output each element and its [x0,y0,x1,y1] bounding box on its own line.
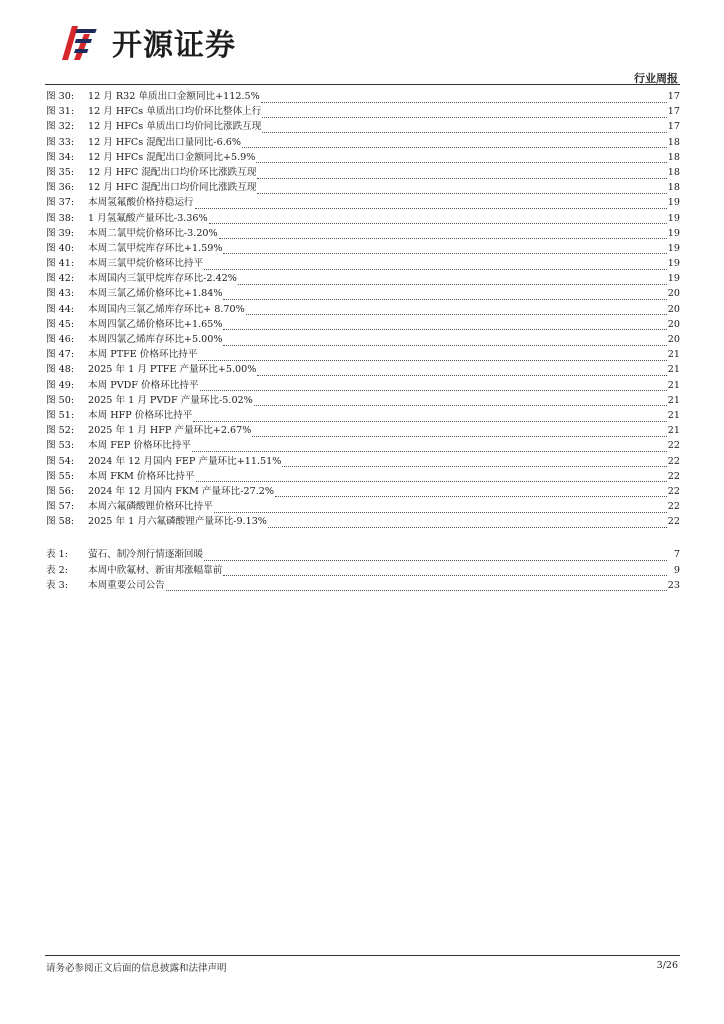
document-type-label: 行业周报 [634,72,678,85]
toc-figure-entry-title: 本周国内三氯乙烯库存环比+ 8.70% [88,303,245,315]
toc-figure-entry-title: 本周二氯甲烷价格环比-3.20% [88,227,218,239]
toc-figure-entry-leader-dots [257,366,666,376]
toc-figure-entry-number: 图 58: [46,516,75,528]
toc-figure-entry-title: 12 月 HFC 混配出口均价环比涨跌互现 [88,166,257,178]
toc-figure-entry-number: 图 47: [46,349,75,361]
toc-figure-entry-number: 图 33: [46,136,75,148]
toc-figure-entry[interactable] [46,241,680,256]
toc-figure-entry-title: 12 月 HFCs 混配出口量同比-6.6% [88,136,242,148]
toc-figure-entry-title: 本周二氯甲烷库存环比+1.59% [88,242,223,254]
toc-figure-entry-number: 图 53: [46,440,75,452]
toc-figure-entry-leader-dots [257,184,666,194]
toc-figure-entry-title: 2024 年 12 月国内 FKM 产量环比-27.2% [88,485,274,497]
toc-table-entry[interactable] [46,563,680,578]
toc-figure-entry-page: 19 [667,227,680,239]
toc-figure-entry-number: 图 46: [46,334,75,345]
toc-figure-entry[interactable] [46,484,680,499]
toc-table-entry-leader-dots [204,551,667,561]
toc-figure-entry-page: 21 [667,379,680,391]
toc-figure-entry-number: 图 41: [46,258,75,270]
toc-figure-entry-page: 19 [667,258,680,270]
toc-figure-entry[interactable] [46,256,680,271]
toc-figure-entry-title: 本周三氯甲烷价格环比持平 [88,258,204,270]
toc-figure-entry-page: 21 [667,349,680,361]
toc-figure-entry[interactable] [46,286,680,301]
toc-table-entry-title: 本周中欣氟材、新宙邦涨幅靠前 [88,564,223,576]
toc-figure-entry[interactable] [46,408,680,423]
toc-table-entry-page: 9 [673,564,680,576]
toc-figure-entry-number: 图 31: [46,106,75,118]
toc-figure-entry[interactable] [46,393,680,408]
toc-figure-entry[interactable] [46,226,680,241]
toc-figure-entry[interactable] [46,119,680,134]
toc-figure-entry-leader-dots [192,442,667,452]
toc-figure-entry-leader-dots [238,275,667,285]
toc-table-entry-number: 表 2: [46,564,68,576]
toc-figure-entry[interactable] [46,317,680,332]
toc-figure-entry-page: 19 [667,212,680,224]
toc-figure-entry-page: 21 [667,394,680,406]
toc-figure-entry-number: 图 48: [46,364,75,376]
toc-figure-entry-page: 18 [667,166,680,178]
toc-figure-entry-page: 17 [667,121,680,133]
toc-figure-entry-leader-dots [242,138,667,148]
toc-figure-entry[interactable] [46,332,680,347]
toc-figure-entry-page: 19 [667,197,680,209]
toc-figure-entry[interactable] [46,469,680,484]
toc-figure-entry-page: 21 [667,425,680,437]
toc-figure-entry-title: 2025 年 1 月 PTFE 产量环比+5.00% [88,364,257,376]
toc-figure-entry-leader-dots [262,108,666,118]
toc-table-entry[interactable] [46,547,680,562]
toc-table-entry-leader-dots [223,566,667,576]
toc-figure-entry-number: 图 36: [46,182,75,194]
toc-figure-entry-leader-dots [198,351,666,361]
toc-figure-entry-leader-dots [246,305,667,315]
header-divider [45,84,680,85]
footer-disclaimer: 请务必参阅正文后面的信息披露和法律声明 [46,963,227,974]
toc-figure-entry-page: 22 [667,470,680,482]
toc-table-entry[interactable] [46,578,680,593]
toc-figure-entry-title: 本周氢氟酸价格持稳运行 [88,197,194,209]
toc-figure-entry-page: 19 [667,242,680,254]
toc-figure-entry-leader-dots [209,214,667,224]
toc-figure-entry-number: 图 39: [46,227,75,239]
toc-figure-entry[interactable] [46,378,680,393]
toc-figure-entry-page: 18 [667,151,680,163]
toc-figure-entry[interactable] [46,362,680,377]
toc-figure-entry-title: 本周 PVDF 价格环比持平 [88,379,199,391]
toc-table-entry-page: 7 [673,549,680,561]
toc-figure-entry-title: 12 月 HFCs 单质出口均价环比整体上行 [88,106,262,118]
toc-figure-entry[interactable] [46,104,680,119]
toc-figure-entry-leader-dots [282,457,666,467]
toc-figure-entry-title: 本周四氯乙烯库存环比+5.00% [88,334,223,345]
toc-figure-entry-title: 本周 PTFE 价格环比持平 [88,349,198,361]
toc-figure-entry[interactable] [46,211,680,226]
toc-figure-entry-leader-dots [223,244,666,254]
toc-figure-entry-number: 图 55: [46,470,75,482]
toc-figure-entry[interactable] [46,514,680,529]
toc-figure-entry-leader-dots [262,123,666,133]
toc-table-entry-number: 表 3: [46,579,68,591]
toc-figure-entry-page: 20 [667,334,680,345]
toc-figure-entry-page: 20 [667,318,680,330]
toc-figure-entry[interactable] [46,438,680,453]
toc-figure-entry-number: 图 37: [46,197,75,209]
toc-table-entry-title: 萤石、制冷剂行情逐渐回暖 [88,549,204,561]
footer-divider [45,955,680,956]
toc-figure-entry-leader-dots [204,260,667,270]
toc-figure-entry-number: 图 34: [46,151,75,163]
toc-figure-entry-title: 本周三氯乙烯价格环比+1.84% [88,288,223,300]
toc-figure-entry-leader-dots [254,396,667,406]
toc-figure-entry-page: 21 [667,409,680,421]
toc-figure-entry-title: 2025 年 1 月 PVDF 产量环比-5.02% [88,394,253,406]
toc-figure-entry-number: 图 45: [46,318,75,330]
toc-figure-entry-page: 18 [667,136,680,148]
toc-figure-entry-title: 2025 年 1 月六氟磷酸锂产量环比-9.13% [88,516,267,528]
toc-figure-entry-title: 本周六氟磷酸锂价格环比持平 [88,501,213,513]
toc-table-entry-leader-dots [166,581,667,591]
figure-list [46,89,680,529]
toc-figure-entry-leader-dots [219,229,667,239]
toc-figure-entry[interactable] [46,195,680,210]
toc-figure-entry-title: 本周 HFP 价格环比持平 [88,409,193,421]
toc-figure-entry-number: 图 44: [46,303,75,315]
toc-figure-entry-leader-dots [195,199,667,209]
toc-figure-entry-number: 图 43: [46,288,75,300]
toc-figure-entry[interactable] [46,89,680,104]
toc-figure-entry[interactable] [46,271,680,286]
toc-figure-entry-leader-dots [193,412,666,422]
toc-figure-entry-number: 图 51: [46,409,75,421]
toc-figure-entry-leader-dots [223,336,666,346]
toc-figure-entry-page: 22 [667,516,680,528]
toc-figure-entry-title: 本周 FEP 价格环比持平 [88,440,191,452]
toc-figure-entry-title: 12 月 R32 单质出口金额同比+112.5% [88,91,260,102]
toc-figure-entry-leader-dots [196,472,667,482]
toc-figure-entry-page: 20 [667,288,680,300]
toc-figure-entry[interactable] [46,499,680,514]
toc-figure-entry-page: 20 [667,303,680,315]
table-of-contents [46,89,680,593]
toc-figure-entry-page: 17 [667,91,680,102]
toc-figure-entry-page: 22 [667,485,680,497]
toc-figure-entry[interactable] [46,135,680,150]
toc-figure-entry-leader-dots [257,169,666,179]
toc-figure-entry-leader-dots [261,93,667,103]
toc-figure-entry-leader-dots [252,427,666,437]
kaiyuan-logo-icon [58,20,104,64]
toc-figure-entry-leader-dots [214,503,667,513]
toc-figure-entry-page: 22 [667,440,680,452]
toc-figure-entry-leader-dots [200,381,667,391]
toc-figure-entry-number: 图 30: [46,91,75,102]
table-list [46,547,680,593]
toc-figure-entry-leader-dots [223,320,666,330]
toc-figure-entry-number: 图 42: [46,273,75,285]
toc-table-entry-page: 23 [667,579,680,591]
toc-figure-entry[interactable] [46,454,680,469]
toc-figure-entry[interactable] [46,180,680,195]
toc-figure-entry-page: 18 [667,182,680,194]
toc-figure-entry-title: 1 月氢氟酸产量环比-3.36% [88,212,208,224]
toc-figure-entry-page: 22 [667,455,680,467]
toc-figure-entry[interactable] [46,302,680,317]
toc-figure-entry-number: 图 35: [46,166,75,178]
toc-figure-entry-leader-dots [275,487,667,497]
toc-figure-entry-title: 2025 年 1 月 HFP 产量环比+2.67% [88,425,252,437]
toc-figure-entry-title: 本周四氯乙烯价格环比+1.65% [88,318,223,330]
toc-figure-entry-leader-dots [268,518,667,528]
toc-figure-entry-number: 图 52: [46,425,75,437]
toc-figure-entry[interactable] [46,165,680,180]
toc-figure-entry-number: 图 57: [46,501,75,513]
toc-table-entry-number: 表 1: [46,549,68,561]
toc-figure-entry-page: 22 [667,501,680,513]
toc-figure-entry-number: 图 49: [46,379,75,391]
toc-figure-entry-title: 12 月 HFC 混配出口均价同比涨跌互现 [88,182,257,194]
toc-figure-entry-leader-dots [256,153,666,163]
toc-figure-entry-title: 2024 年 12 月国内 FEP 产量环比+11.51% [88,455,282,467]
toc-figure-entry-number: 图 50: [46,394,75,406]
toc-figure-entry-title: 本周国内三氯甲烷库存环比-2.42% [88,273,237,285]
toc-figure-entry[interactable] [46,347,680,362]
toc-figure-entry-number: 图 56: [46,485,75,497]
toc-figure-entry-number: 图 40: [46,242,75,254]
logo-text: 开源证券 [112,28,236,63]
toc-figure-entry[interactable] [46,423,680,438]
toc-figure-entry-title: 本周 FKM 价格环比持平 [88,470,195,482]
page-number: 3/26 [656,960,678,971]
company-logo [58,20,236,64]
section-gap [46,529,680,547]
toc-figure-entry-title: 12 月 HFCs 混配出口金额同比+5.9% [88,151,256,163]
toc-figure-entry-page: 21 [667,364,680,376]
toc-figure-entry-leader-dots [223,290,666,300]
toc-table-entry-title: 本周重要公司公告 [88,579,165,591]
toc-figure-entry-page: 19 [667,273,680,285]
toc-figure-entry-number: 图 32: [46,121,75,133]
toc-figure-entry-title: 12 月 HFCs 单质出口均价同比涨跌互现 [88,121,262,133]
toc-figure-entry-page: 17 [667,106,680,118]
toc-figure-entry-number: 图 54: [46,455,75,467]
toc-figure-entry[interactable] [46,150,680,165]
toc-figure-entry-number: 图 38: [46,212,75,224]
